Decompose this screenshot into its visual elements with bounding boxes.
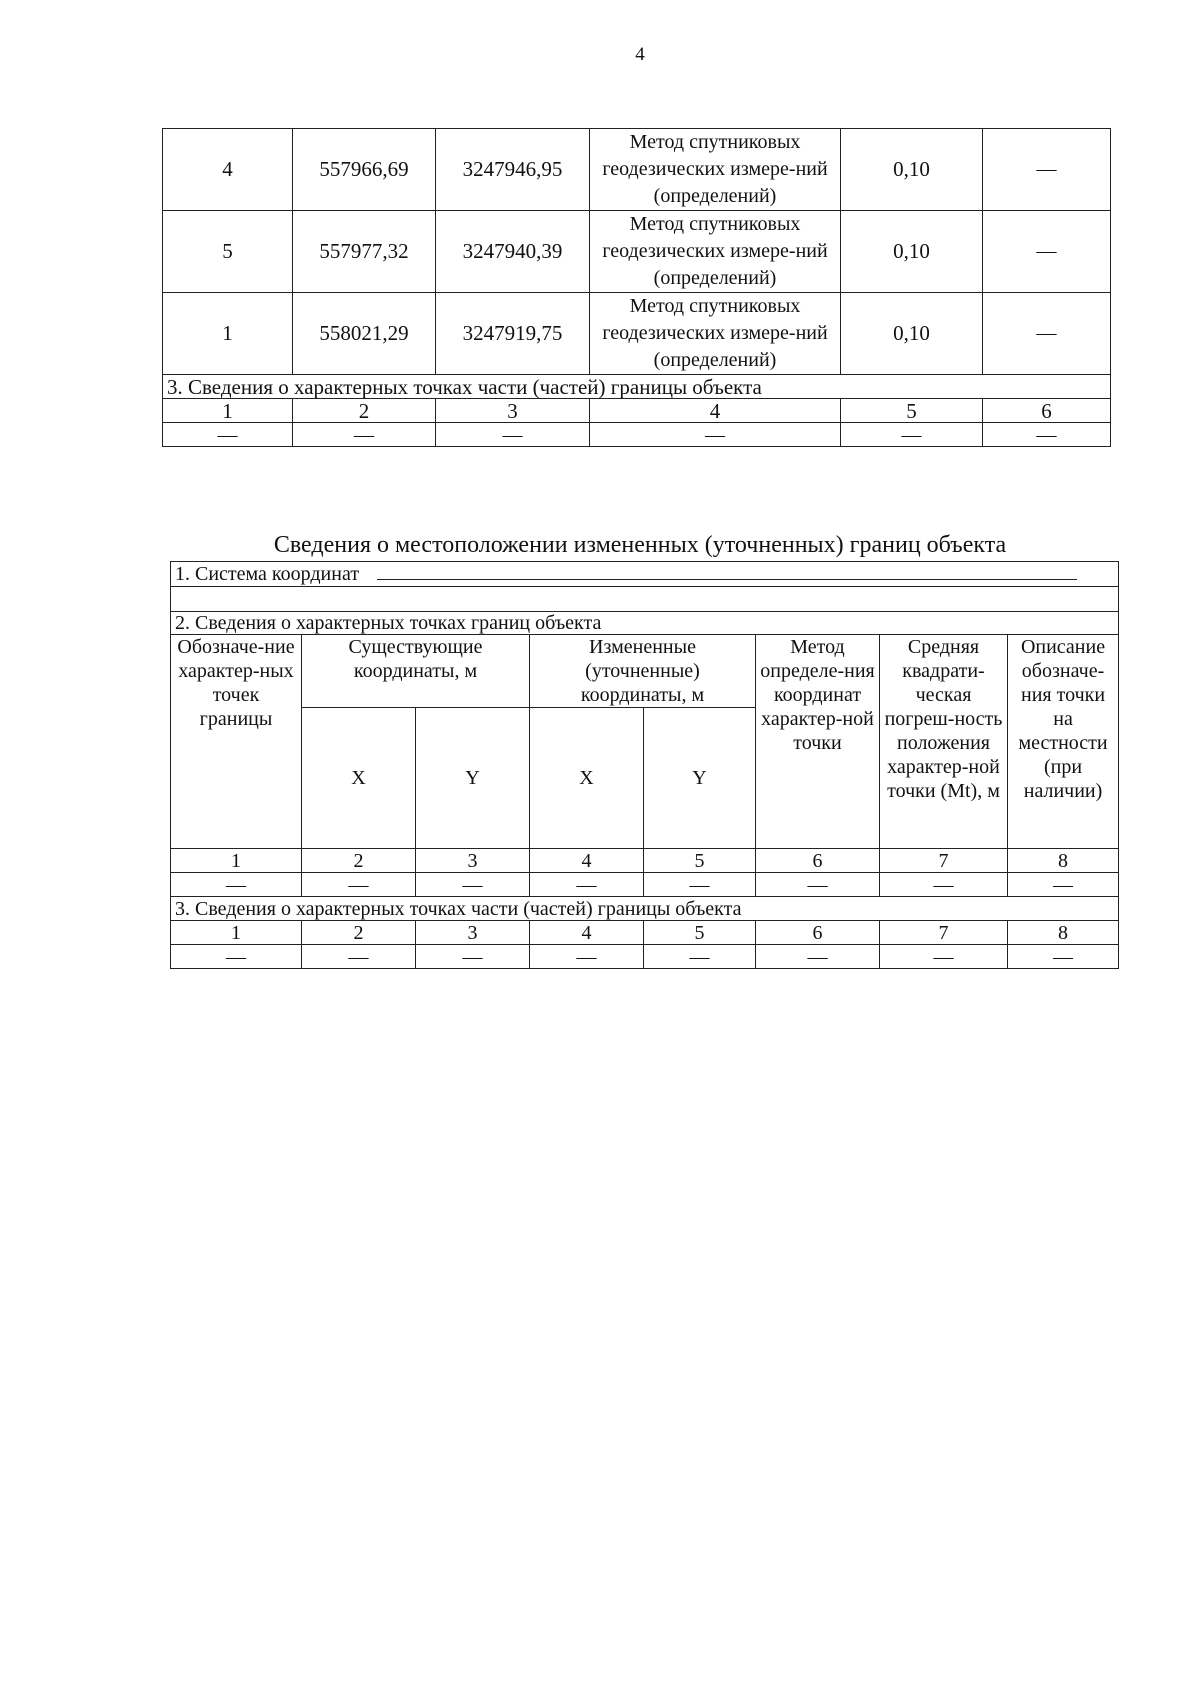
changed-y: Y <box>644 708 756 849</box>
column-number: 7 <box>880 849 1008 873</box>
dash-cell: — <box>171 873 302 897</box>
dash-cell: — <box>171 945 302 969</box>
dash-cell: — <box>590 423 841 447</box>
method-cell: Метод спутниковых геодезических измере-ний (определений) <box>590 293 841 375</box>
coord-system-row <box>171 562 1119 587</box>
dash-row <box>171 873 1119 897</box>
table-row <box>163 211 1111 293</box>
existing-x: X <box>302 708 416 849</box>
dash-cell: — <box>293 423 436 447</box>
dash-cell: — <box>756 873 880 897</box>
dash-cell: — <box>416 945 530 969</box>
dash-cell: — <box>644 945 756 969</box>
dash-cell: — <box>436 423 590 447</box>
section3-label: 3. Сведения о характерных точках части (частей) границы объекта <box>163 375 1111 399</box>
column-numbers-row <box>163 399 1111 423</box>
mt-cell: 0,10 <box>841 129 983 211</box>
dash-cell: — <box>644 873 756 897</box>
section-title: Сведения о местоположении измененных (уточненных) границ объекта <box>273 532 1007 558</box>
dash-cell: — <box>530 945 644 969</box>
coord-y: 3247946,95 <box>436 129 590 211</box>
column-number: 5 <box>644 921 756 945</box>
table-row <box>163 293 1111 375</box>
column-number: 8 <box>1008 849 1119 873</box>
header-existing: Существующие координаты, м <box>302 635 530 708</box>
section3-row <box>163 375 1111 399</box>
dash-cell: — <box>530 873 644 897</box>
mt-cell: 0,10 <box>841 293 983 375</box>
column-number: 5 <box>644 849 756 873</box>
dash-cell: — <box>880 945 1008 969</box>
column-number: 2 <box>302 921 416 945</box>
coord-system-label: 1. Система координат <box>175 563 360 585</box>
point-number: 4 <box>163 129 293 211</box>
column-number: 4 <box>530 849 644 873</box>
method-cell: Метод спутниковых геодезических измере-ний (определений) <box>590 129 841 211</box>
dash-cell: — <box>1008 873 1119 897</box>
changed-x: X <box>530 708 644 849</box>
column-number: 4 <box>590 399 841 423</box>
section2-row <box>171 612 1119 635</box>
point-number: 5 <box>163 211 293 293</box>
coord-y: 3247940,39 <box>436 211 590 293</box>
column-number: 5 <box>841 399 983 423</box>
column-number: 3 <box>436 399 590 423</box>
column-number: 4 <box>530 921 644 945</box>
column-number: 6 <box>756 849 880 873</box>
header-mt: Средняя квадрати-ческая погреш-ность положения характер-ной точки (Mt), м <box>880 635 1008 849</box>
column-number: 3 <box>416 921 530 945</box>
section2-label: 2. Сведения о характерных точках границ объекта <box>171 612 1119 635</box>
dash-cell: — <box>880 873 1008 897</box>
existing-y: Y <box>416 708 530 849</box>
dash-row <box>171 945 1119 969</box>
column-number: 3 <box>416 849 530 873</box>
column-number: 1 <box>163 399 293 423</box>
dash-cell: — <box>302 945 416 969</box>
header-row <box>171 635 1119 708</box>
boundary-points-table <box>162 128 1111 447</box>
section3-row <box>171 897 1119 921</box>
header-description: Описание обозначе-ния точки на местности (при наличии) <box>1008 635 1119 849</box>
dash-cell: — <box>302 873 416 897</box>
column-number: 2 <box>293 399 436 423</box>
column-numbers-row <box>171 849 1119 873</box>
mt-cell: 0,10 <box>841 211 983 293</box>
column-number: 6 <box>983 399 1111 423</box>
dash-cell: — <box>841 423 983 447</box>
column-number: 1 <box>171 921 302 945</box>
header-designation: Обозначе-ние характер-ных точек границы <box>171 635 302 849</box>
coord-y: 3247919,75 <box>436 293 590 375</box>
coord-x: 557977,32 <box>293 211 436 293</box>
description-cell: — <box>983 293 1111 375</box>
page-number: 4 <box>635 44 645 65</box>
header-method: Метод определе-ния координат характер-ной точки <box>756 635 880 849</box>
column-number: 6 <box>756 921 880 945</box>
coord-x: 557966,69 <box>293 129 436 211</box>
dash-cell: — <box>983 423 1111 447</box>
column-number: 1 <box>171 849 302 873</box>
changed-boundaries-table <box>170 561 1119 969</box>
table-row <box>163 129 1111 211</box>
column-number: 8 <box>1008 921 1119 945</box>
point-number: 1 <box>163 293 293 375</box>
column-number: 2 <box>302 849 416 873</box>
header-changed: Измененные (уточненные) координаты, м <box>530 635 756 708</box>
method-cell: Метод спутниковых геодезических измере-ний (определений) <box>590 211 841 293</box>
description-cell: — <box>983 211 1111 293</box>
dash-cell: — <box>756 945 880 969</box>
dash-cell: — <box>163 423 293 447</box>
blank-row <box>171 587 1119 612</box>
dash-cell: — <box>416 873 530 897</box>
dash-row <box>163 423 1111 447</box>
description-cell: — <box>983 129 1111 211</box>
coord-x: 558021,29 <box>293 293 436 375</box>
dash-cell: — <box>1008 945 1119 969</box>
coord-system-blank <box>377 571 1077 580</box>
column-numbers-row <box>171 921 1119 945</box>
section3-label: 3. Сведения о характерных точках части (частей) границы объекта <box>171 897 1119 921</box>
column-number: 7 <box>880 921 1008 945</box>
